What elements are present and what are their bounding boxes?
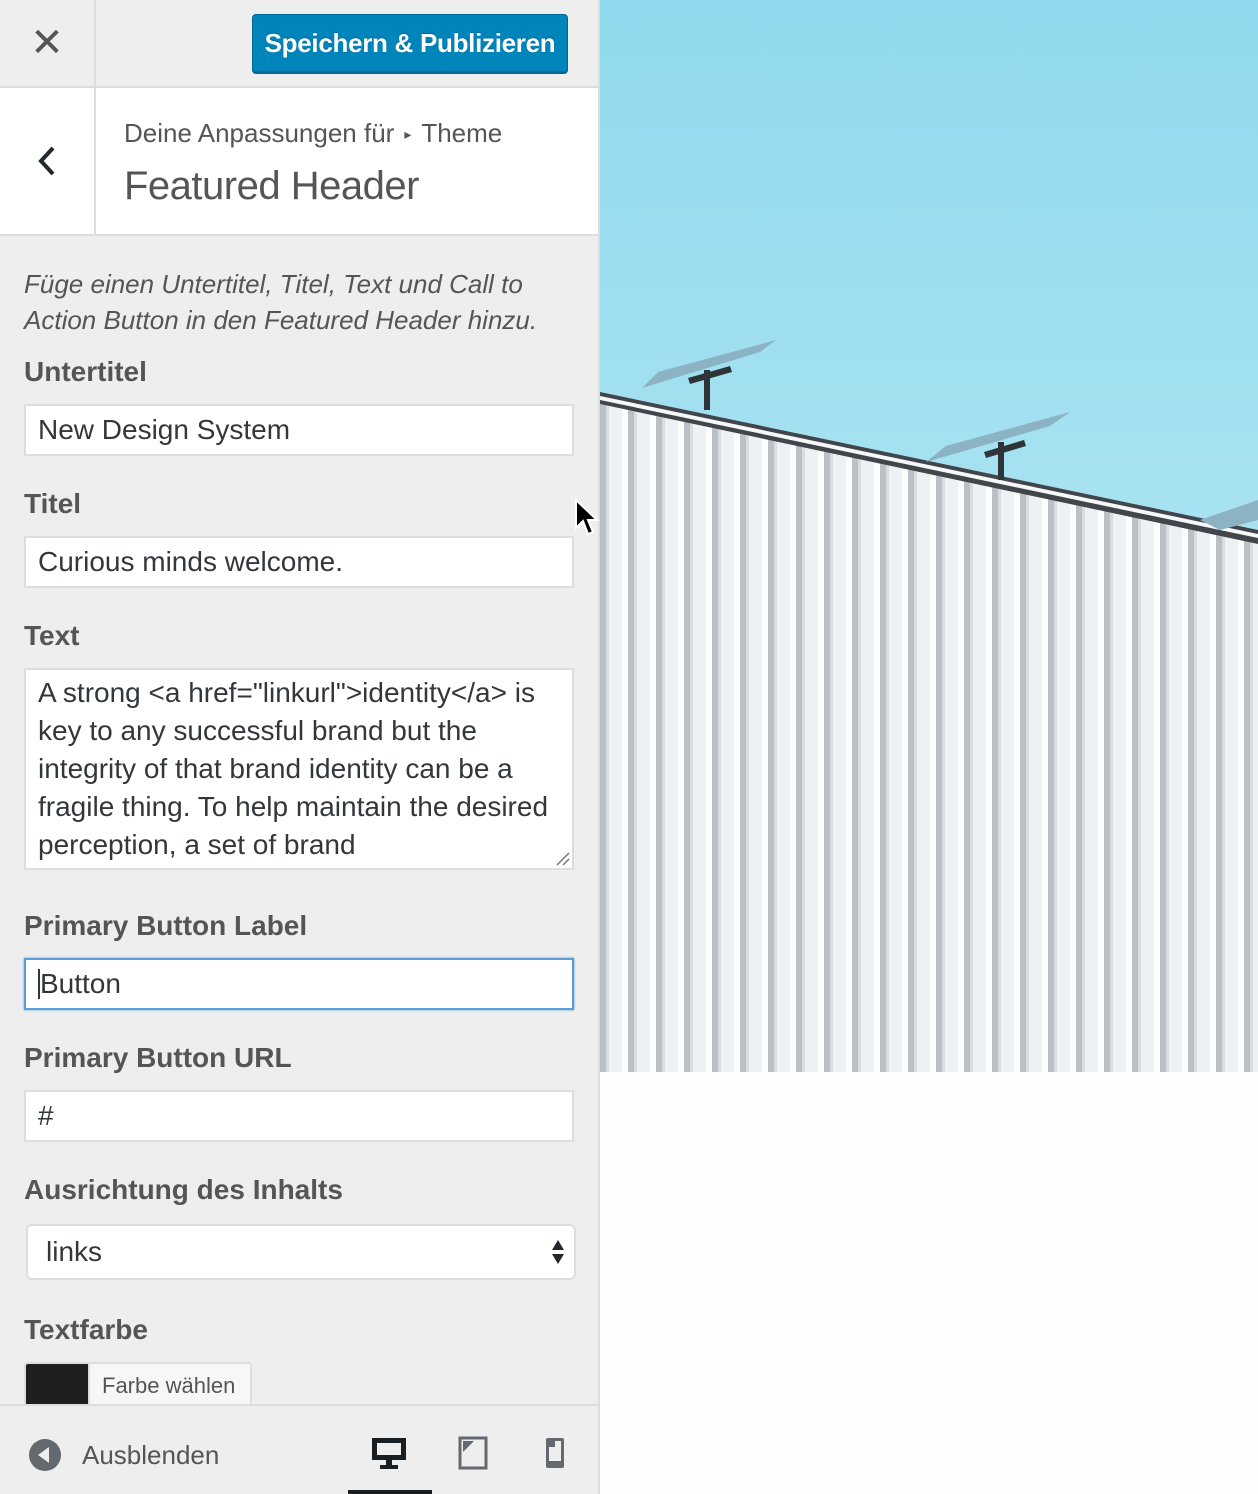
primary-button-label-label: Primary Button Label xyxy=(24,910,308,941)
preview-page-body xyxy=(600,1072,1258,1494)
subtitle-label: Untertitel xyxy=(24,356,147,387)
close-icon: ✕ xyxy=(30,21,64,65)
alignment-select[interactable] xyxy=(26,1224,576,1280)
color-picker-button[interactable] xyxy=(24,1362,252,1410)
breadcrumb-parent: Deine Anpassungen für xyxy=(124,118,395,148)
customizer-topbar xyxy=(0,0,598,88)
building-image xyxy=(600,0,1258,1072)
primary-button-url-label: Primary Button URL xyxy=(24,1042,292,1073)
subtitle-input[interactable]: New Design System xyxy=(24,404,574,456)
title-input[interactable]: Curious minds welcome. xyxy=(24,536,574,588)
primary-button-label-value: Button xyxy=(40,968,121,999)
publish-button[interactable]: Speichern & Publizieren xyxy=(252,14,568,72)
text-label: Text xyxy=(24,620,80,651)
active-device-indicator xyxy=(348,1490,432,1494)
text-textarea[interactable] xyxy=(24,668,574,870)
close-button[interactable] xyxy=(0,0,96,86)
section-header xyxy=(0,88,598,236)
preview-pane xyxy=(600,0,1258,1494)
breadcrumb-current: Theme xyxy=(421,118,503,148)
arrow-left-circle-icon xyxy=(28,1438,62,1472)
customizer-footer xyxy=(0,1404,598,1494)
primary-button-url-input[interactable]: # xyxy=(24,1090,574,1142)
text-textarea-value: A strong <a href="linkurl">identity</a> is key to any successful brand but the integrity of that brand identity can be a fragile thing. To help maintain the desired perception, a set of brand xyxy=(38,677,549,860)
mobile-icon[interactable] xyxy=(544,1436,566,1470)
primary-button-label-input[interactable] xyxy=(24,958,574,1010)
text-color-label: Textfarbe xyxy=(24,1314,148,1345)
featured-header-image xyxy=(600,0,1258,1072)
section-title: Featured Header xyxy=(124,164,419,208)
color-swatch xyxy=(26,1364,88,1408)
collapse-label: Ausblenden xyxy=(82,1440,220,1470)
desktop-icon[interactable] xyxy=(370,1436,408,1470)
customizer-sidebar xyxy=(0,0,600,1494)
title-label: Titel xyxy=(24,488,82,519)
chevron-left-icon xyxy=(35,144,59,178)
resize-grip-icon[interactable] xyxy=(554,850,570,866)
mouse-cursor-icon xyxy=(574,498,600,538)
section-description: Füge einen Untertitel, Titel, Text und Call to Action Button in den Featured Header hinzu. xyxy=(24,269,538,335)
alignment-select-value: links xyxy=(46,1236,103,1267)
color-picker-label: Farbe wählen xyxy=(88,1364,250,1408)
tablet-icon[interactable] xyxy=(458,1436,488,1470)
select-arrows-icon xyxy=(550,1238,566,1266)
back-button[interactable] xyxy=(0,88,96,234)
breadcrumb-separator-icon: ▸ xyxy=(404,126,412,142)
alignment-label: Ausrichtung des Inhalts xyxy=(24,1174,343,1205)
breadcrumb xyxy=(124,118,502,149)
